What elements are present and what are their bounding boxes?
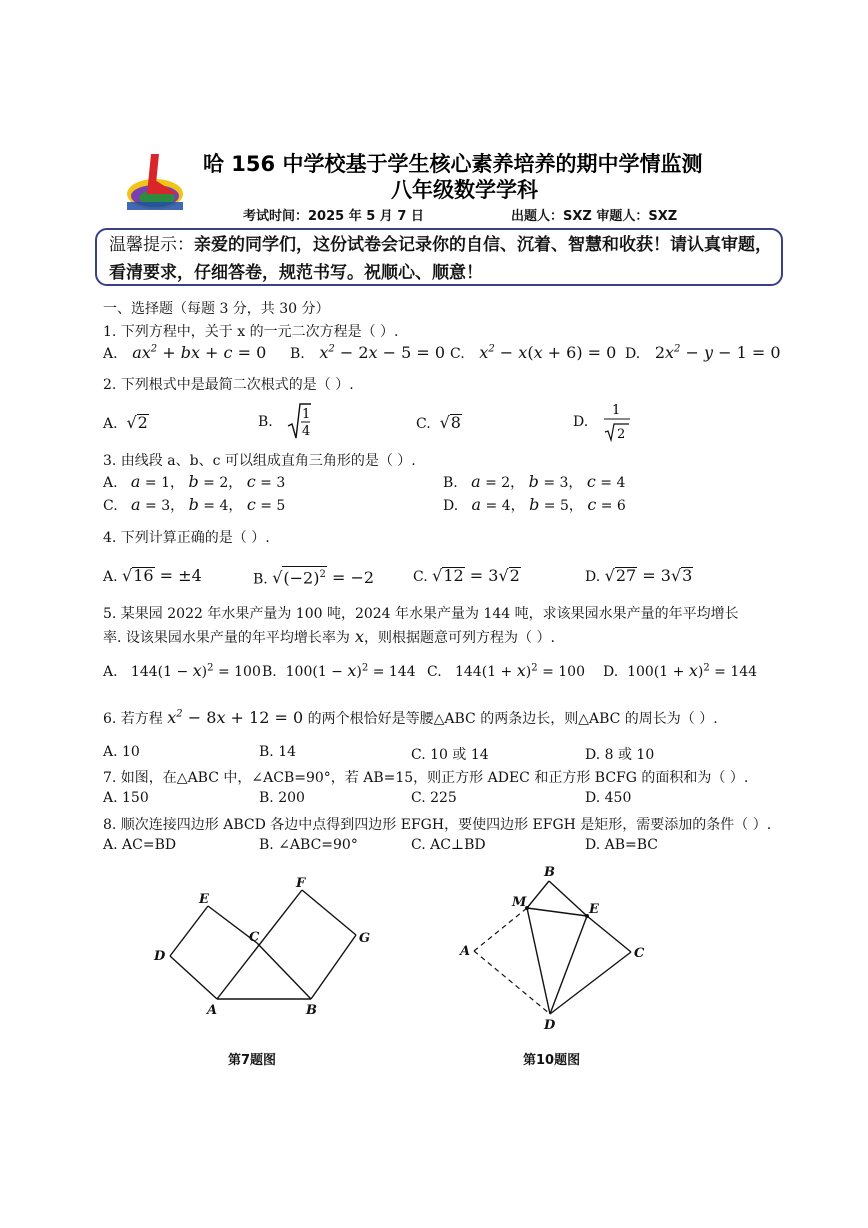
tips-label: 温馨提示： [109, 235, 194, 255]
fig7-edge-FG [302, 890, 356, 935]
exam-time: 考试时间：2025 年 5 月 7 日 [243, 209, 424, 224]
q2-frac-sqrt-icon [602, 400, 632, 444]
q7-stem: 7. 如图，在△ABC 中，∠ACB=90°，若 AB=15，则正方形 ADEC 和正方形 BCFG 的面积和为（ ）. [103, 770, 749, 786]
q7-option-d[interactable]: D. 450 [585, 790, 632, 806]
q6-stem [103, 708, 718, 728]
section-heading: 一、选择题（每题 3 分，共 30 分） [103, 301, 330, 317]
svg-text:4: 4 [302, 424, 311, 439]
q8-option-b[interactable]: B. ∠ABC=90° [259, 837, 358, 853]
figure-7-caption: 第7题图 [228, 1053, 277, 1068]
q6-option-b[interactable]: B. 14 [259, 744, 297, 760]
fig10-edge-BE [549, 881, 587, 916]
fig10-edge-EC [587, 916, 631, 952]
q4-option-c[interactable]: C. √12 = 3√2 [413, 566, 520, 585]
q6-option-a[interactable]: A. 10 [103, 744, 140, 760]
school-logo [125, 150, 185, 214]
svg-text:1: 1 [302, 407, 311, 422]
q6-stem-b: 的两个根恰好是等腰△ABC 的两条边长，则△ABC 的周长为（ ）. [307, 711, 718, 727]
fig10-edge-ME [527, 908, 587, 916]
q5-stem-line2-b: ，则根据题意可列方程为（ ）. [364, 630, 555, 646]
q1-option-b-label: B. [290, 346, 305, 362]
fig7-label-F: F [296, 876, 306, 891]
q4-option-a[interactable]: A. √16 = ±4 [103, 566, 202, 585]
q2-sqrt8: √8 [439, 413, 461, 432]
tips-content: 亲爱的同学们，这份试卷会记录你的自信、沉着、智慧和收获！请认真审题，看清要求，仔细答卷，规范书写。祝顺心、顺意！ [109, 235, 772, 283]
fig7-label-A: A [207, 1003, 218, 1018]
q1-option-c[interactable] [450, 343, 616, 362]
exam-subtitle: 八年级数学学科 [391, 178, 538, 202]
q6-option-d[interactable]: D. 8 或 10 [585, 747, 655, 763]
q3-option-d[interactable]: D. a = 4， b = 5， c = 6 [443, 495, 626, 514]
fig7-label-G: G [359, 931, 371, 946]
figure-10-caption: 第10题图 [523, 1053, 581, 1068]
q5-stem-line2 [103, 627, 555, 647]
q7-option-b[interactable]: B. 200 [259, 790, 305, 806]
q1-option-d-label: D. [625, 346, 641, 362]
fig7-edge-AF [217, 890, 302, 999]
fig7-label-C: C [249, 930, 260, 945]
q5-option-a[interactable]: A. $144(1 - x)^2 = 100$ [103, 661, 261, 680]
q1-option-a[interactable] [103, 343, 266, 362]
fig7-label-D: D [154, 949, 166, 964]
q7-option-c[interactable]: C. 225 [411, 790, 457, 806]
q8-stem: 8. 顺次连接四边形 ABCD 各边中点得到四边形 EFGH，要使四边形 EFGH 是矩形，需要添加的条件（ ）. [103, 817, 772, 833]
exam-title: 哈 156 中学校基于学生核心素养培养的期中学情监测 [203, 152, 703, 176]
fig10-label-B: B [544, 865, 555, 880]
q2-stem: 2. 下列根式中是最简二次根式的是（ ）. [103, 377, 354, 393]
q7-option-a[interactable]: A. 150 [103, 790, 149, 806]
q1-stem: 1. 下列方程中，关于 x 的一元二次方程是（ ）. [103, 324, 399, 340]
tips-text [109, 231, 777, 287]
fig10-label-E: E [589, 902, 599, 917]
fig10-label-M: M [512, 895, 527, 910]
q1-option-a-label: A. [103, 346, 118, 362]
exam-authors: 出题人：SXZ 审题人：SXZ [511, 209, 678, 224]
q8-option-a[interactable]: A. AC=BD [103, 837, 177, 853]
q1-option-d[interactable] [625, 343, 781, 362]
q5-option-c[interactable]: C. $144(1 + x)^2 = 100$ [427, 661, 585, 680]
q4-stem: 4. 下列计算正确的是（ ）. [103, 530, 270, 546]
fig7-edge-DE [170, 906, 208, 956]
q5-stem-line1: 5. 某果园 2022 年水果产量为 100 吨，2024 年水果产量为 144 吨，求该果园水果产量的年平均增长 [103, 606, 739, 622]
fig7-edge-GB [311, 935, 356, 999]
q8-option-c[interactable]: C. AC⊥BD [411, 837, 486, 853]
q6-option-c[interactable]: C. 10 或 14 [411, 747, 489, 763]
q1-option-d-expr: $2x^2 - y - 1 = 0$ [654, 343, 781, 362]
q5-var-x: x [349, 627, 365, 646]
tips-box [95, 228, 783, 286]
q3-option-a[interactable]: A. a = 1， b = 2， c = 3 [103, 472, 286, 491]
q1-option-c-label: C. [450, 346, 465, 362]
q1-option-b-expr: $x^2 - 2x - 5 = 0$ [309, 343, 446, 362]
svg-text:1: 1 [611, 403, 620, 418]
q1-option-b[interactable] [290, 343, 445, 362]
q6-stem-a: 6. 若方程 [103, 711, 163, 727]
q8-option-d[interactable]: D. AB=BC [585, 837, 659, 853]
fig7-label-E: E [199, 892, 209, 907]
fig10-edge-MB [527, 881, 549, 908]
q6-equation: $x^2 - 8x + 12 = 0$ [167, 708, 304, 727]
q2-option-a[interactable]: A. √2 [103, 413, 148, 432]
fig10-label-A: A [460, 944, 471, 959]
q2-option-b[interactable]: B. 1 4 [258, 402, 312, 442]
q2-sqrt2: √2 [126, 413, 148, 432]
fig7-edge-DA [170, 956, 217, 999]
fig7-edge-CB [257, 943, 311, 999]
q3-option-c[interactable]: C. a = 3， b = 4， c = 5 [103, 495, 286, 514]
q3-stem: 3. 由线段 a、b、c 可以组成直角三角形的是（ ）. [103, 453, 416, 469]
fig10-dashed-AM [474, 908, 527, 951]
q2-sqrt-frac-icon [286, 402, 312, 442]
q2-option-c[interactable]: C. √8 [416, 413, 461, 432]
fig7-label-B: B [306, 1003, 317, 1018]
svg-text:2: 2 [616, 427, 625, 442]
q5-stem-line2-a: 率. 设该果园水果产量的年平均增长率为 [103, 630, 350, 646]
q1-option-a-expr: $ax^2$ + bx + c = 0 [122, 343, 267, 362]
fig10-label-D: D [544, 1018, 556, 1032]
fig10-label-C: C [634, 946, 645, 961]
q5-option-d[interactable]: D. $100(1 + x)^2 = 144$ [603, 661, 758, 680]
q2-option-d[interactable]: D. 1 2 [573, 400, 632, 444]
q4-option-b[interactable]: B. $√(-2)^2 = -2$ [253, 566, 374, 587]
q1-option-c-expr: $x^2 - x(x + 6) = 0$ [469, 343, 617, 362]
figure-7 [145, 870, 385, 1020]
q5-option-b[interactable]: B. $100(1 - x)^2 = 144$ [262, 661, 416, 680]
figure-10 [450, 862, 660, 1032]
q3-option-b[interactable]: B. a = 2， b = 3， c = 4 [443, 472, 626, 491]
q4-option-d[interactable]: D. √27 = 3√3 [585, 566, 693, 585]
